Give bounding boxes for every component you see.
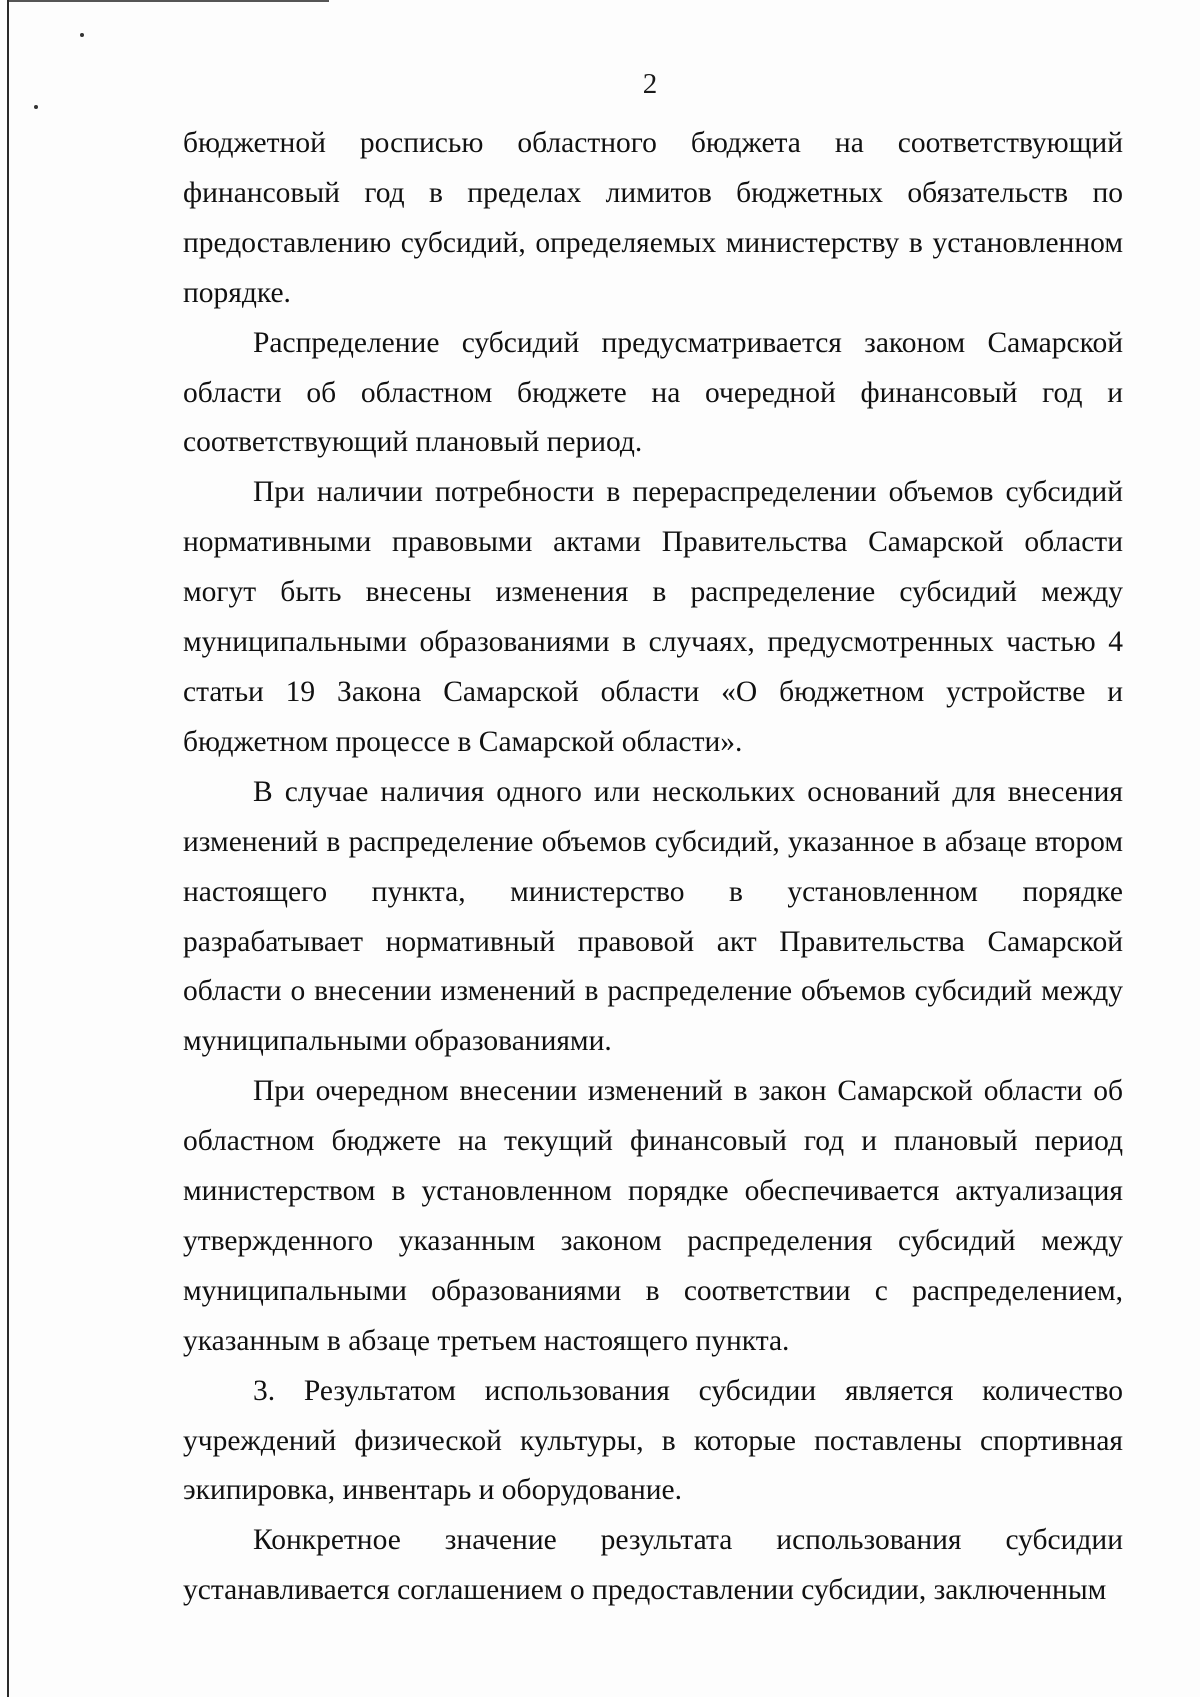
paragraph: При очередном внесении изменений в закон Самарской области об областном бюджете на текущий финансовый год и плановый период министерством в установленном порядке обеспечивается актуализация утвержденного указанным законом распределения субсидий между муниципальными образованиями в соответствии с распределением, указанным в абзаце третьем настоящего пункта. xyxy=(183,1075,1123,1357)
paragraph: 3. Результатом использования субсидии является количество учреждений физической культуры, в которые поставлены спортивная экипировка, инвентарь и оборудование. xyxy=(183,1374,1123,1507)
paragraph: Конкретное значение результата использования субсидии устанавливается соглашением о предоставлении субсидии, заключенным xyxy=(183,1524,1123,1607)
scan-edge-left xyxy=(7,0,9,1697)
paragraph: Распределение субсидий предусматривается законом Самарской области об областном бюджете на очередной финансовый год и соответствующий плановый период. xyxy=(183,326,1123,459)
scan-speck xyxy=(80,33,84,37)
paragraph: В случае наличия одного или нескольких оснований для внесения изменений в распределение объемов субсидий, указанное в абзаце втором настоящего пункта, министерство в установленном порядке разрабатывает нормативный правовой акт Правительства Самарской области о внесении изменений в распределение объемов субсидий между муниципальными образованиями. xyxy=(183,775,1123,1058)
document-body xyxy=(183,119,1123,1616)
paragraph: бюджетной росписью областного бюджета на соответствующий финансовый год в пределах лимитов бюджетных обязательств по предоставлению субсидий, определяемых министерству в установленном порядке. xyxy=(183,127,1123,309)
scan-edge-top xyxy=(9,0,329,2)
page-number: 2 xyxy=(642,68,658,100)
scan-speck xyxy=(34,105,38,109)
paragraph: При наличии потребности в перераспределении объемов субсидий нормативными правовыми актами Правительства Самарской области могут быть внесены изменения в распределение субсидий между муниципальными образованиями в случаях, предусмотренных частью 4 статьи 19 Закона Самарской области «О бюджетном устройстве и бюджетном процессе в Самарской области». xyxy=(183,476,1123,758)
